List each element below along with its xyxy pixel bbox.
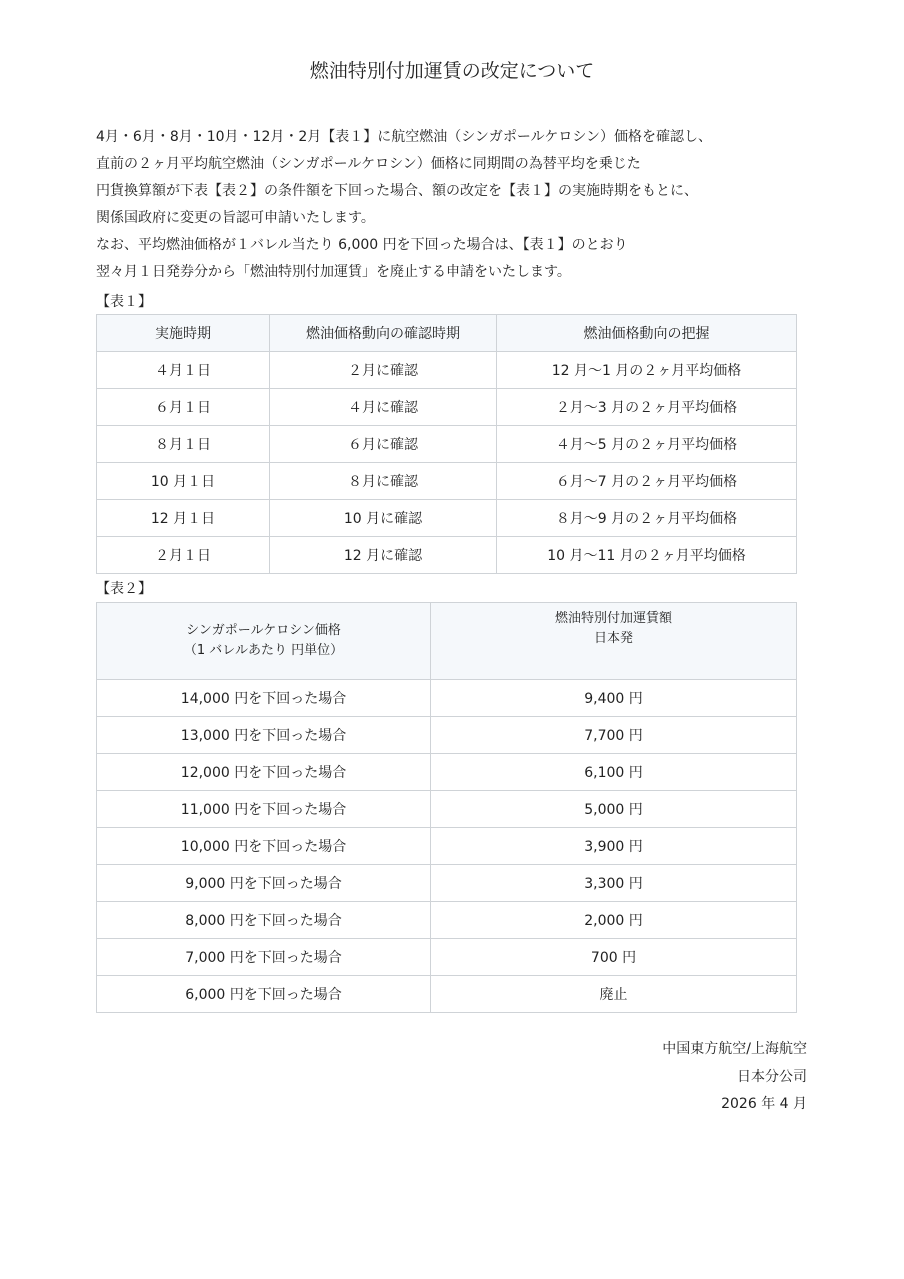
table-header-row bbox=[97, 315, 797, 352]
table-cell: 廃止 bbox=[431, 976, 797, 1013]
table-cell: ２月〜3 月の２ヶ月平均価格 bbox=[497, 389, 797, 426]
table-cell: 10 月〜11 月の２ヶ月平均価格 bbox=[497, 537, 797, 574]
table-cell: ６月に確認 bbox=[270, 426, 497, 463]
table-cell: 9,000 円を下回った場合 bbox=[97, 865, 431, 902]
table1-label: 【表１】 bbox=[96, 294, 152, 310]
page-title: 燃油特別付加運賃の改定について bbox=[309, 60, 595, 82]
table-cell: ６月〜7 月の２ヶ月平均価格 bbox=[497, 463, 797, 500]
table-row bbox=[97, 352, 797, 389]
paragraph-line: 4月・6月・8月・10月・12月・2月【表１】に航空燃油（シンガポールケロシン）価格を確認し、 bbox=[96, 129, 712, 145]
table-row bbox=[97, 865, 797, 902]
surcharge-table bbox=[96, 602, 797, 1013]
table-row bbox=[97, 976, 797, 1013]
table2-label: 【表２】 bbox=[96, 581, 152, 597]
signature-block bbox=[662, 1036, 807, 1119]
table-cell: 700 円 bbox=[431, 939, 797, 976]
table-row bbox=[97, 828, 797, 865]
table-cell: ４月〜5 月の２ヶ月平均価格 bbox=[497, 426, 797, 463]
table-cell: ４月に確認 bbox=[270, 389, 497, 426]
table-cell: 12 月〜1 月の２ヶ月平均価格 bbox=[497, 352, 797, 389]
table-cell: 7,700 円 bbox=[431, 717, 797, 754]
table-cell: ８月に確認 bbox=[270, 463, 497, 500]
header-line: （1 バレルあたり 円単位） bbox=[183, 643, 344, 658]
table-cell: ８月１日 bbox=[97, 426, 270, 463]
table-header-row bbox=[97, 603, 797, 680]
column-header: 燃油価格動向の確認時期 bbox=[270, 315, 497, 352]
schedule-table bbox=[96, 314, 797, 574]
table-cell: 8,000 円を下回った場合 bbox=[97, 902, 431, 939]
issue-date: 2026 年 4 月 bbox=[721, 1096, 807, 1112]
table-cell: ２月に確認 bbox=[270, 352, 497, 389]
paragraph-line: 直前の２ヶ月平均航空燃油（シンガポールケロシン）価格に同期間の為替平均を乗じた bbox=[96, 156, 641, 172]
table-row bbox=[97, 463, 797, 500]
table-cell: 3,300 円 bbox=[431, 865, 797, 902]
company-name: 中国東方航空/上海航空 bbox=[662, 1041, 807, 1057]
paragraph-line: 円貨換算額が下表【表２】の条件額を下回った場合、額の改定を【表１】の実施時期をもとに、 bbox=[96, 183, 698, 199]
paragraph-line: 翌々月１日発券分から「燃油特別付加運賃」を廃止する申請をいたします。 bbox=[96, 264, 571, 280]
table-cell: 13,000 円を下回った場合 bbox=[97, 717, 431, 754]
paragraph-line: 関係国政府に変更の旨認可申請いたします。 bbox=[96, 210, 375, 226]
table-cell: 2,000 円 bbox=[431, 902, 797, 939]
table-cell: 14,000 円を下回った場合 bbox=[97, 680, 431, 717]
table-cell: 11,000 円を下回った場合 bbox=[97, 791, 431, 828]
table-cell: 10 月に確認 bbox=[270, 500, 497, 537]
table-cell: ６月１日 bbox=[97, 389, 270, 426]
table-cell: ２月１日 bbox=[97, 537, 270, 574]
table-cell: 6,100 円 bbox=[431, 754, 797, 791]
column-header: 燃油価格動向の把握 bbox=[497, 315, 797, 352]
table-cell: ４月１日 bbox=[97, 352, 270, 389]
header-line: 燃油特別付加運賃額 bbox=[554, 611, 672, 626]
paragraph-line: なお、平均燃油価格が１バレル当たり 6,000 円を下回った場合は、【表１】のとおり bbox=[96, 237, 628, 253]
column-header bbox=[97, 603, 431, 680]
column-header bbox=[431, 603, 797, 680]
table-row bbox=[97, 717, 797, 754]
table-cell: 12 月１日 bbox=[97, 500, 270, 537]
table-row bbox=[97, 680, 797, 717]
branch-name: 日本分公司 bbox=[737, 1068, 807, 1085]
table-cell: 12 月に確認 bbox=[270, 537, 497, 574]
table-cell: 10,000 円を下回った場合 bbox=[97, 828, 431, 865]
table-row bbox=[97, 791, 797, 828]
header-line: シンガポールケロシン価格 bbox=[186, 623, 341, 638]
table-row bbox=[97, 389, 797, 426]
table-row bbox=[97, 426, 797, 463]
table-row bbox=[97, 754, 797, 791]
table-cell: 10 月１日 bbox=[97, 463, 270, 500]
table-cell: 9,400 円 bbox=[431, 680, 797, 717]
table-cell: 3,900 円 bbox=[431, 828, 797, 865]
notice-paragraph bbox=[96, 124, 816, 286]
table-row bbox=[97, 939, 797, 976]
table-cell: 6,000 円を下回った場合 bbox=[97, 976, 431, 1013]
column-header: 実施時期 bbox=[97, 315, 270, 352]
table-row bbox=[97, 902, 797, 939]
table-cell: 5,000 円 bbox=[431, 791, 797, 828]
table-cell: 7,000 円を下回った場合 bbox=[97, 939, 431, 976]
table-row bbox=[97, 500, 797, 537]
header-line: 日本発 bbox=[593, 631, 633, 646]
table-cell: 12,000 円を下回った場合 bbox=[97, 754, 431, 791]
table-row bbox=[97, 537, 797, 574]
table-cell: ８月〜9 月の２ヶ月平均価格 bbox=[497, 500, 797, 537]
